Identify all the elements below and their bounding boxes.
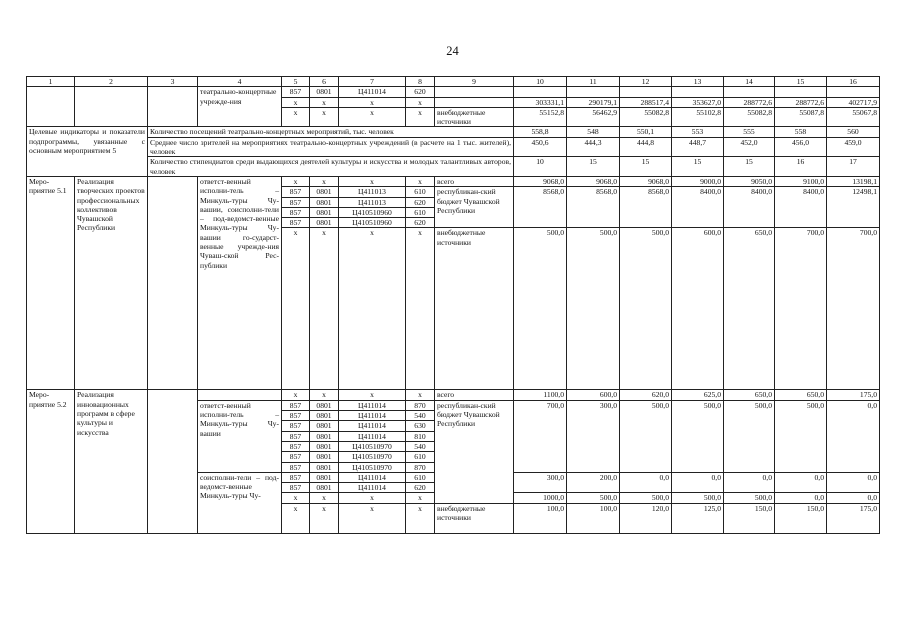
column-header: 14	[724, 77, 775, 87]
code-cell: 857	[282, 431, 310, 441]
code-cell: х	[339, 97, 406, 107]
value-cell: 555	[724, 127, 775, 137]
code-cell: 540	[406, 411, 435, 421]
value-cell: 15	[620, 157, 672, 177]
column-header: 2	[75, 77, 148, 87]
code-cell: 810	[406, 431, 435, 441]
value-cell: 700,0	[775, 228, 827, 390]
value-cell: 452,0	[724, 137, 775, 157]
code-cell: х	[282, 503, 310, 533]
code-cell: Ц411014	[339, 421, 406, 431]
value-cell: 700,0	[827, 228, 880, 390]
value-cell: 288772,6	[724, 97, 775, 107]
table-body	[27, 77, 880, 534]
indicators-label: Целевые индикаторы и показатели подпрограммы, увязанные с основным мероприятием 5	[27, 127, 148, 176]
code-cell: х	[406, 176, 435, 186]
column-header: 16	[827, 77, 880, 87]
table-row	[27, 176, 880, 186]
code-cell: х	[282, 390, 310, 400]
value-cell: 290179,1	[567, 97, 620, 107]
code-cell: 0801	[310, 472, 339, 482]
column-header: 4	[198, 77, 282, 87]
code-cell: 0801	[310, 400, 339, 410]
value-cell: 558	[775, 127, 827, 137]
code-cell: Ц410510960	[339, 207, 406, 217]
code-cell: 857	[282, 483, 310, 493]
column-header: 6	[310, 77, 339, 87]
code-cell: х	[282, 107, 310, 127]
code-cell: 630	[406, 421, 435, 431]
value-cell: 9068,0	[620, 176, 672, 186]
value-cell: 0,0	[620, 472, 672, 493]
value-cell: 553	[672, 127, 724, 137]
column-header: 10	[514, 77, 567, 87]
code-cell: х	[406, 97, 435, 107]
code-cell: 857	[282, 187, 310, 197]
code-cell: х	[282, 493, 310, 503]
value-cell: 402717,9	[827, 97, 880, 107]
code-cell: х	[339, 503, 406, 533]
value-cell: 55087,8	[775, 107, 827, 127]
column-header: 13	[672, 77, 724, 87]
code-cell: 0801	[310, 87, 339, 97]
value-cell: 55082,8	[620, 107, 672, 127]
value-cell: 500,0	[620, 228, 672, 390]
value-cell	[775, 87, 827, 97]
code-cell: 0801	[310, 462, 339, 472]
value-cell: 700,0	[514, 400, 567, 472]
value-cell	[724, 87, 775, 97]
code-cell: х	[310, 228, 339, 390]
table-cell	[148, 87, 198, 127]
value-cell: 0,0	[775, 472, 827, 493]
value-cell: 300,0	[514, 472, 567, 493]
measure-name: Реализация инновационных программ в сфере культуры и искусства	[75, 390, 148, 533]
code-cell: Ц411014	[339, 87, 406, 97]
value-cell: 100,0	[514, 503, 567, 533]
value-cell: 9068,0	[514, 176, 567, 186]
column-header: 1	[27, 77, 75, 87]
source-cell: республикан-ский бюджет Чувашской Республики	[435, 187, 514, 228]
code-cell: 857	[282, 441, 310, 451]
value-cell: 17	[827, 157, 880, 177]
value-cell: 15	[724, 157, 775, 177]
value-cell: 558,8	[514, 127, 567, 137]
code-cell: 620	[406, 197, 435, 207]
value-cell: 9050,0	[724, 176, 775, 186]
value-cell: 16	[775, 157, 827, 177]
code-cell: 857	[282, 207, 310, 217]
code-cell: 0801	[310, 441, 339, 451]
code-cell: 857	[282, 462, 310, 472]
value-cell: 100,0	[567, 503, 620, 533]
code-cell: 857	[282, 411, 310, 421]
code-cell: 857	[282, 421, 310, 431]
table-row	[27, 127, 880, 137]
source-cell: внебюджетные источники	[435, 503, 514, 533]
value-cell: 550,1	[620, 127, 672, 137]
column-header: 5	[282, 77, 310, 87]
code-cell: х	[406, 503, 435, 533]
value-cell: 500,0	[620, 400, 672, 472]
code-cell: 870	[406, 400, 435, 410]
value-cell: 0,0	[827, 493, 880, 503]
value-cell: 55082,8	[724, 107, 775, 127]
value-cell: 625,0	[672, 390, 724, 400]
column-header: 7	[339, 77, 406, 87]
value-cell: 8568,0	[620, 187, 672, 228]
code-cell: 620	[406, 87, 435, 97]
code-cell: Ц411013	[339, 197, 406, 207]
value-cell: 0,0	[724, 472, 775, 493]
value-cell: 450,6	[514, 137, 567, 157]
value-cell: 500,0	[672, 493, 724, 503]
value-cell	[620, 87, 672, 97]
measure-name: Реализация творческих проектов профессиональных коллективов Чувашской Республики	[75, 176, 148, 389]
code-cell: 870	[406, 462, 435, 472]
table-cell	[27, 87, 75, 127]
code-cell: Ц410510960	[339, 218, 406, 228]
code-cell: х	[406, 493, 435, 503]
code-cell: х	[406, 390, 435, 400]
value-cell: 1000,0	[514, 493, 567, 503]
value-cell: 8400,0	[724, 187, 775, 228]
value-cell: 620,0	[620, 390, 672, 400]
value-cell: 288772,6	[775, 97, 827, 107]
value-cell: 456,0	[775, 137, 827, 157]
code-cell: 0801	[310, 207, 339, 217]
code-cell: х	[282, 228, 310, 390]
code-cell: 0801	[310, 431, 339, 441]
value-cell: 444,3	[567, 137, 620, 157]
code-cell: Ц411014	[339, 431, 406, 441]
value-cell: 288517,4	[620, 97, 672, 107]
value-cell: 500,0	[672, 400, 724, 472]
responsible-cell: ответст-венный исполни-тель – Минкуль-туры Чу-вашии, соисполни-тели – под-ведомст-венные Минкуль-туры Чу-вашии го-сударст-венные учрежде-ния Чуваш-ской Рес-публики	[198, 176, 282, 389]
value-cell: 300,0	[567, 400, 620, 472]
code-cell: х	[310, 176, 339, 186]
code-cell: 0801	[310, 411, 339, 421]
code-cell: 0801	[310, 218, 339, 228]
table-row	[27, 87, 880, 97]
value-cell	[567, 87, 620, 97]
value-cell	[827, 87, 880, 97]
value-cell: 650,0	[724, 390, 775, 400]
value-cell: 55152,8	[514, 107, 567, 127]
code-cell: 857	[282, 472, 310, 482]
table-row	[27, 390, 880, 400]
source-cell: всего	[435, 176, 514, 186]
value-cell: 175,0	[827, 390, 880, 400]
value-cell: 12498,1	[827, 187, 880, 228]
code-cell: 620	[406, 218, 435, 228]
value-cell: 650,0	[775, 390, 827, 400]
value-cell: 8568,0	[514, 187, 567, 228]
value-cell	[514, 87, 567, 97]
code-cell: х	[406, 228, 435, 390]
value-cell: 459,0	[827, 137, 880, 157]
indicator-text: Количество посещений театрально-концертных мероприятий, тыс. человек	[148, 127, 514, 137]
measure-label: Меро-приятие 5.2	[27, 390, 75, 533]
table-cell	[148, 390, 198, 533]
code-cell: х	[310, 503, 339, 533]
code-cell: Ц410510970	[339, 452, 406, 462]
value-cell: 8400,0	[672, 187, 724, 228]
code-cell: х	[406, 107, 435, 127]
value-cell: 560	[827, 127, 880, 137]
value-cell: 0,0	[775, 493, 827, 503]
value-cell: 500,0	[620, 493, 672, 503]
value-cell: 10	[514, 157, 567, 177]
value-cell: 9000,0	[672, 176, 724, 186]
code-cell: Ц411014	[339, 400, 406, 410]
code-cell: 610	[406, 187, 435, 197]
value-cell: 150,0	[724, 503, 775, 533]
code-cell: 610	[406, 472, 435, 482]
value-cell: 175,0	[827, 503, 880, 533]
budget-table	[26, 76, 880, 534]
column-header: 9	[435, 77, 514, 87]
source-cell: внебюджетные источники	[435, 228, 514, 390]
code-cell: х	[282, 97, 310, 107]
value-cell: 56462,9	[567, 107, 620, 127]
code-cell: Ц411014	[339, 472, 406, 482]
value-cell: 15	[672, 157, 724, 177]
code-cell: х	[310, 390, 339, 400]
value-cell: 125,0	[672, 503, 724, 533]
code-cell: Ц411014	[339, 483, 406, 493]
page-number: 24	[446, 44, 459, 58]
value-cell: 500,0	[775, 400, 827, 472]
value-cell: 303331,1	[514, 97, 567, 107]
code-cell: х	[282, 176, 310, 186]
table-cell	[148, 176, 198, 389]
value-cell: 500,0	[514, 228, 567, 390]
indicator-text: Количество стипендиатов среди выдающихся деятелей культуры и искусства и молодых талантливых авторов, человек	[148, 157, 514, 177]
value-cell: 9068,0	[567, 176, 620, 186]
code-cell: х	[339, 390, 406, 400]
value-cell: 13198,1	[827, 176, 880, 186]
table-cell	[198, 390, 282, 400]
column-header: 11	[567, 77, 620, 87]
code-cell: х	[310, 107, 339, 127]
column-header: 8	[406, 77, 435, 87]
value-cell: 353627,0	[672, 97, 724, 107]
source-cell: всего	[435, 390, 514, 400]
value-cell: 9100,0	[775, 176, 827, 186]
indicator-text: Среднее число зрителей на мероприятиях театрально-концертных учреждений (в расчете на 1 тыс. жителей), человек	[148, 137, 514, 157]
code-cell: х	[339, 228, 406, 390]
code-cell: 0801	[310, 483, 339, 493]
value-cell: 0,0	[827, 400, 880, 472]
code-cell: х	[339, 176, 406, 186]
code-cell: Ц411014	[339, 411, 406, 421]
value-cell: 500,0	[567, 493, 620, 503]
value-cell: 15	[567, 157, 620, 177]
value-cell: 500,0	[724, 400, 775, 472]
code-cell: 857	[282, 452, 310, 462]
value-cell: 650,0	[724, 228, 775, 390]
code-cell: 857	[282, 400, 310, 410]
table-row	[27, 77, 880, 87]
value-cell: 8568,0	[567, 187, 620, 228]
column-header: 3	[148, 77, 198, 87]
value-cell: 120,0	[620, 503, 672, 533]
value-cell: 500,0	[567, 228, 620, 390]
value-cell	[672, 87, 724, 97]
value-cell: 1100,0	[514, 390, 567, 400]
code-cell: Ц411013	[339, 187, 406, 197]
code-cell: х	[310, 493, 339, 503]
code-cell: 857	[282, 218, 310, 228]
code-cell: 620	[406, 483, 435, 493]
code-cell: 857	[282, 87, 310, 97]
value-cell: 8400,0	[775, 187, 827, 228]
code-cell: х	[339, 493, 406, 503]
value-cell: 448,7	[672, 137, 724, 157]
responsible-cell: соисполни-тели – под-ведомст-венные Минкуль-туры Чу-	[198, 472, 282, 533]
table-row	[27, 157, 880, 177]
responsible-cell: ответст-венный исполни-тель – Минкуль-туры Чу-вашии	[198, 400, 282, 472]
table-row	[27, 137, 880, 157]
responsible-cell: театрально-концертные учрежде-ния	[198, 87, 282, 127]
column-header: 15	[775, 77, 827, 87]
value-cell: 55102,8	[672, 107, 724, 127]
measure-label: Меро-приятие 5.1	[27, 176, 75, 389]
code-cell: 0801	[310, 452, 339, 462]
value-cell: 500,0	[724, 493, 775, 503]
code-cell: х	[310, 97, 339, 107]
column-header: 12	[620, 77, 672, 87]
code-cell: 0801	[310, 187, 339, 197]
table-cell	[435, 87, 514, 97]
code-cell: 0801	[310, 421, 339, 431]
code-cell: 540	[406, 441, 435, 451]
value-cell: 55067,8	[827, 107, 880, 127]
code-cell: х	[339, 107, 406, 127]
code-cell: 610	[406, 207, 435, 217]
code-cell: Ц410510970	[339, 441, 406, 451]
value-cell: 600,0	[672, 228, 724, 390]
source-cell: республикан-ский бюджет Чувашской Республики	[435, 400, 514, 503]
value-cell: 0,0	[827, 472, 880, 493]
code-cell: Ц410510970	[339, 462, 406, 472]
value-cell: 150,0	[775, 503, 827, 533]
code-cell: 0801	[310, 197, 339, 207]
table-cell	[75, 87, 148, 127]
value-cell: 200,0	[567, 472, 620, 493]
value-cell: 548	[567, 127, 620, 137]
source-cell: внебюджетные источники	[435, 107, 514, 127]
value-cell: 0,0	[672, 472, 724, 493]
value-cell: 600,0	[567, 390, 620, 400]
value-cell: 444,8	[620, 137, 672, 157]
code-cell: 610	[406, 452, 435, 462]
code-cell: 857	[282, 197, 310, 207]
table-cell	[435, 97, 514, 107]
